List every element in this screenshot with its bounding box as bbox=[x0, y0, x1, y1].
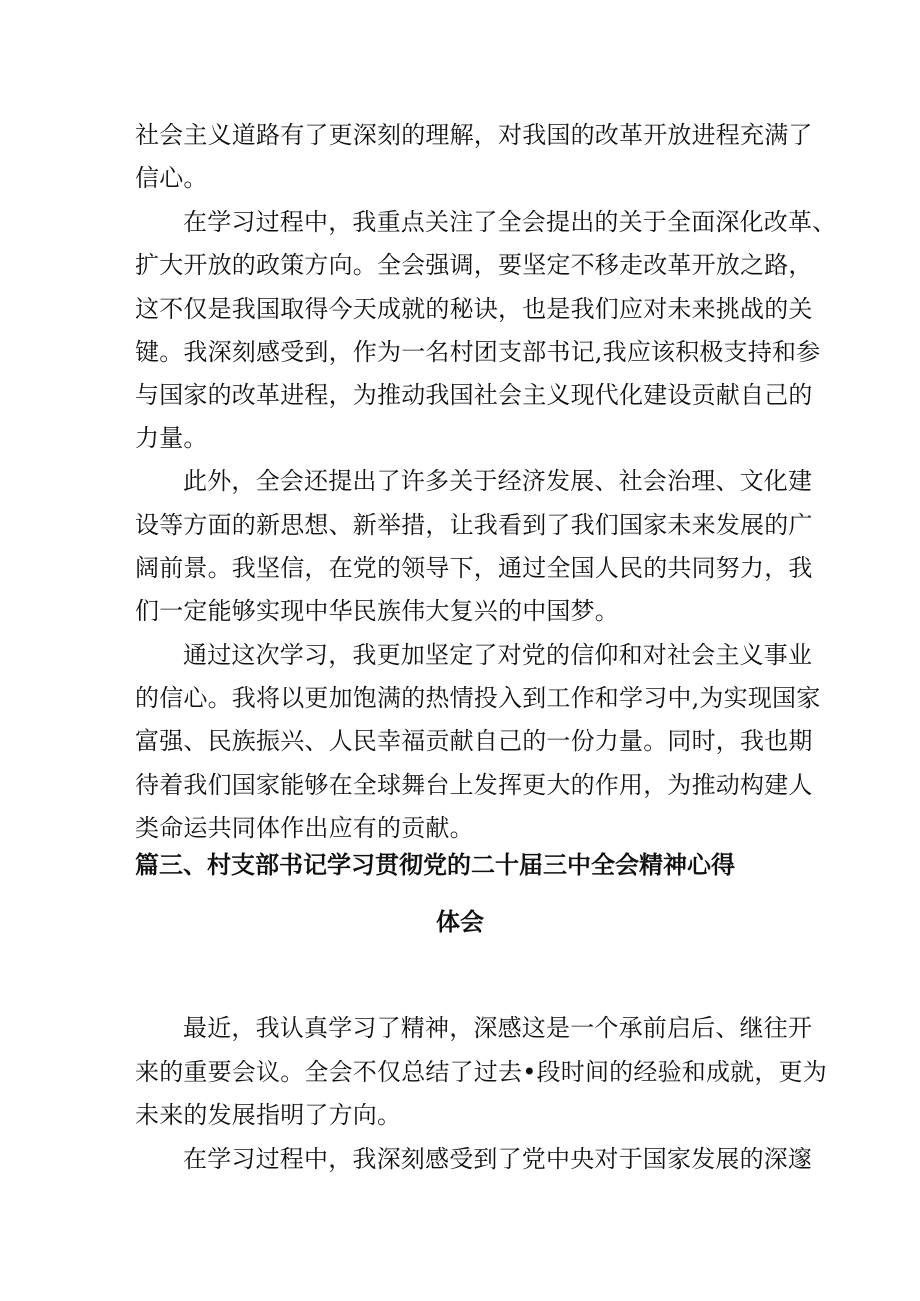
paragraph-line: 设等方面的新思想、新举措，让我看到了我们国家未来发展的广 bbox=[135, 511, 813, 539]
paragraph-line: 最近，我认真学习了精神，深感这是一个承前启后、继往开 bbox=[183, 1014, 813, 1042]
paragraph-line: 这不仅是我国取得今天成就的秘诀，也是我们应对未来挑战的关 bbox=[135, 295, 813, 323]
paragraph-line: 来的重要会议。全会不仅总结了过去•段时间的经验和成就，更为 bbox=[135, 1058, 827, 1086]
paragraph-line: 与国家的改革进程，为推动我国社会主义现代化建设贡献自己的 bbox=[135, 381, 813, 409]
paragraph-line: 未来的发展指明了方向。 bbox=[135, 1101, 402, 1129]
paragraph-line: 扩大开放的政策方向。全会强调，要坚定不移走改革开放之路， bbox=[135, 251, 813, 279]
paragraph-line: 待着我们国家能够在全球舞台上发挥更大的作用，为推动构建人 bbox=[135, 771, 813, 799]
paragraph-line: 的信心。我将以更加饱满的热情投入到工作和学习中,为实现国家 bbox=[135, 684, 821, 712]
paragraph-line: 通过这次学习，我更加坚定了对党的信仰和对社会主义事业 bbox=[183, 641, 813, 669]
section-heading: 篇三、村支部书记学习贯彻党的二十届三中全会精神心得 bbox=[135, 851, 735, 879]
paragraph-line: 力量。 bbox=[135, 424, 208, 452]
paragraph-line: 在学习过程中，我重点关注了全会提出的关于全面深化改革、 bbox=[183, 208, 837, 236]
paragraph-line: 此外，全会还提出了许多关于经济发展、社会治理、文化建 bbox=[183, 467, 813, 495]
paragraph-line: 们一定能够实现中华民族伟大复兴的中国梦。 bbox=[135, 597, 619, 625]
paragraph-line: 社会主义道路有了更深刻的理解，对我国的改革开放进程充满了 bbox=[135, 121, 813, 149]
paragraph-line: 在学习过程中，我深刻感受到了党中央对于国家发展的深邃 bbox=[183, 1145, 813, 1173]
section-heading-continuation: 体会 bbox=[436, 908, 484, 936]
paragraph-line: 富强、民族振兴、人民幸福贡献自己的一份力量。同时，我也期 bbox=[135, 727, 813, 755]
paragraph-line: 类命运共同体作出应有的贡献。 bbox=[135, 814, 474, 842]
paragraph-line: 键。我深刻感受到，作为一名村团支部书记,我应该积极支持和参 bbox=[135, 338, 821, 366]
paragraph-line: 信心。 bbox=[135, 164, 208, 192]
paragraph-line: 阔前景。我坚信，在党的领导下，通过全国人民的共同努力，我 bbox=[135, 554, 813, 582]
